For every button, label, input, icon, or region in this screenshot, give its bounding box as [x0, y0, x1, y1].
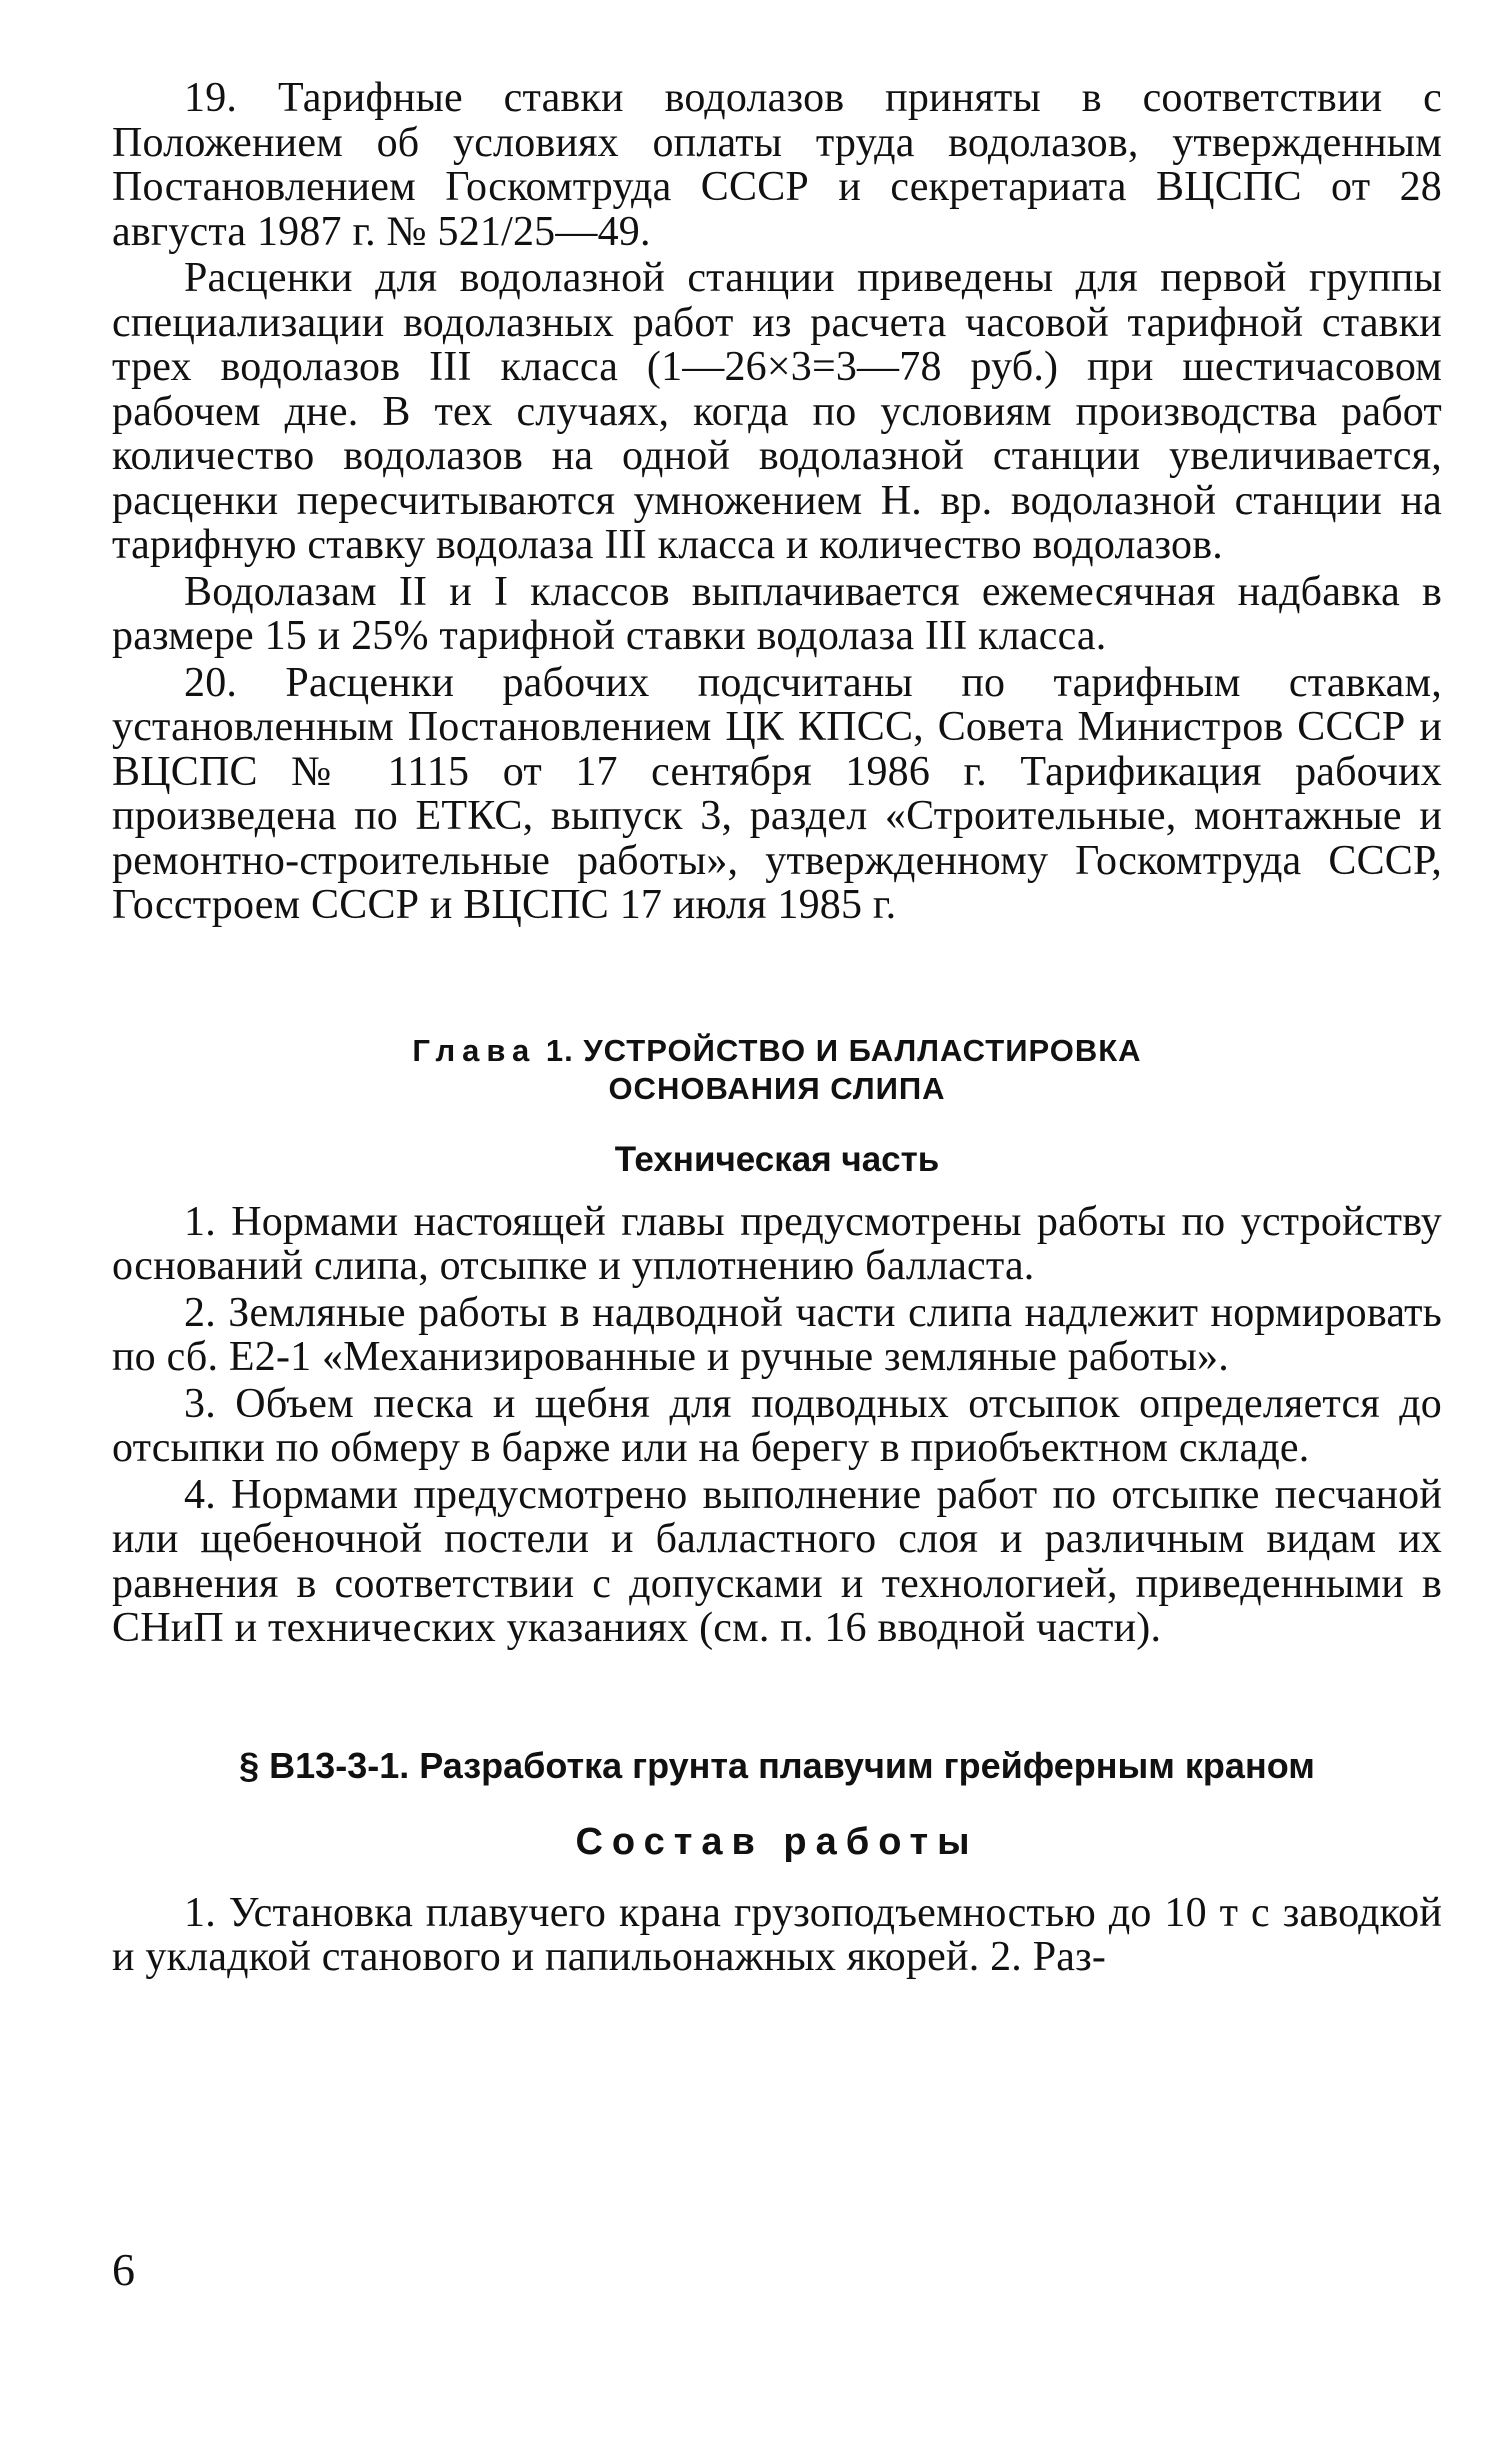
chapter-heading: [112, 1032, 1442, 1108]
section-heading: § В13-3-1. Разработка грунта плавучим грейферным краном: [239, 1744, 1315, 1786]
technical-part-heading: Техническая часть: [614, 1139, 940, 1179]
composition-text: 1. Установка плавучего крана грузоподъемностью до 10 т с заводкой и укладкой станового и папильонажных якорей. 2. Раз-: [112, 1889, 1442, 1980]
technical-item-1: 1. Нормами настоящей главы предусмотрены работы по устройству оснований слипа, отсыпке и уплотнению балласта.: [112, 1198, 1442, 1289]
paragraph-diver-bonus: Водолазам II и I классов выплачивается ежемесячная надбавка в размере 15 и 25% тарифной ставки водолаза III класса.: [112, 568, 1442, 659]
paragraph-20: 20. Расценки рабочих подсчитаны по тарифным ставкам, установленным Постановлением ЦК КПСС, Совета Министров СССР и ВЦСПС № 1115 от 17 сентября 1986 г. Тарификация рабочих произведена по ЕТКС, выпуск 3, раздел «Строительные, монтажные и ремонтно-строительные работы», утвержденному Госкомтруда СССР, Госстроем СССР и ВЦСПС 17 июля 1985 г.: [112, 659, 1442, 928]
technical-item-2: 2. Земляные работы в надводной части слипа надлежит нормировать по сб. Е2-1 «Механизированные и ручные земляные работы».: [112, 1289, 1442, 1380]
chapter-title-1: 1. УСТРОЙСТВО И БАЛЛАСТИРОВКА: [545, 1032, 1142, 1068]
document-page: [112, 76, 1442, 1982]
paragraph-19: 19. Тарифные ставки водолазов приняты в соответствии с Положением об условиях оплаты труда водолазов, утвержденным Постановлением Госкомтруда СССР и секретариата ВЦСПС от 28 августа 1987 г. № 521/25—49.: [112, 75, 1442, 255]
chapter-title-line-2: ОСНОВАНИЯ СЛИПА: [608, 1070, 946, 1106]
technical-item-4: 4. Нормами предусмотрено выполнение работ по отсыпке песчаной или щебеночной постели и балластного слоя и различным видам их равнения в соответствии с допусками и технологией, приведенными в СНиП и технических указаниях (см. п. 16 вводной части).: [112, 1471, 1442, 1651]
technical-item-3: 3. Объем песка и щебня для подводных отсыпок определяется до отсыпки по обмеру в барже или на берегу в приобъектном складе.: [112, 1380, 1442, 1471]
chapter-title-line-1: [112, 1032, 1442, 1070]
chapter-label: Глава: [412, 1032, 537, 1068]
paragraph-diver-rates: Расценки для водолазной станции приведены для первой группы специализации водолазных работ из расчета часовой тарифной ставки трех водолазов III класса (1—26×3=3—78 руб.) при шестичасовом рабочем дне. В тех случаях, когда по условиям производства работ количество водолазов на одной водолазной станции увеличивается, расценки пересчитываются умножением Н. вр. водолазной станции на тарифную ставку водолаза III класса и количество водолазов.: [112, 255, 1442, 568]
composition-heading: Состав работы: [575, 1820, 979, 1863]
page-number: 6: [112, 2244, 135, 2295]
